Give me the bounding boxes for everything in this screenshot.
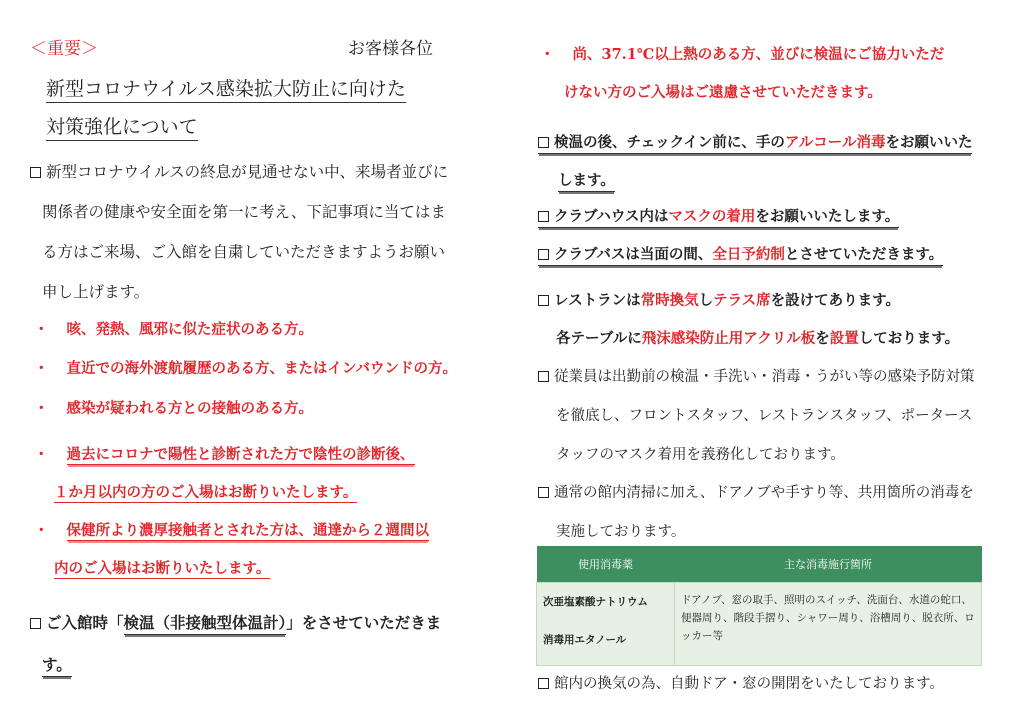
alcohol-item: 検温の後、チェックイン前に、手のアルコール消毒をお願いいた します。 (538, 124, 972, 200)
title-line-2: 対策強化について (46, 112, 198, 139)
checkbox-icon (538, 487, 549, 498)
list-item: ・ 感染が疑われる方との接触のある方。 (34, 400, 313, 417)
important-label: ＜重要＞ (30, 39, 98, 59)
addressee: お客様各位 (348, 39, 433, 59)
bullet-icon: ・ (34, 446, 49, 463)
intro-paragraph: 新型コロナウイルスの終息が見通せない中、来場者並びに 関係者の健康や安全面を第一に考え、下記事項に当てはま る方はご来場、ご入館を自粛していただきますようお願い 申し上げます。 (30, 152, 448, 312)
checkbox-icon (538, 211, 549, 222)
cleaning-item: 通常の館内清掃に加え、ドアノブや手すり等、共用箇所の消毒を 実施しております。 (538, 474, 974, 552)
checkbox-icon (538, 371, 549, 382)
disinfection-places: ドアノブ、窓の取手、照明のスイッチ、洗面台、水道の蛇口、便器周り、階段手摺り、シャワー周り、浴槽周り、脱衣所、ロッカー等 (675, 583, 982, 666)
restaurant-item: レストランは常時換気しテラス席を設けてあります。 各テーブルに飛沫感染防止用アクリル板を設置しております。 (538, 282, 959, 358)
table-header-row (537, 546, 982, 583)
checkbox-icon (30, 167, 41, 178)
disinfectant-agents: 次亜塩素酸ナトリウム 消毒用エタノール (537, 583, 675, 666)
checkbox-icon (30, 618, 41, 629)
temp-check-item: ご入館時「検温（非接触型体温計）」をさせていただきま す。 (30, 602, 441, 686)
fever-notice: ・ 尚、37.1℃以上熱のある方、並びに検温にご協力いただ けない方のご入場はご遠慮させていただきます。 (540, 46, 945, 101)
list-item: ・ 直近での海外渡航履歴のある方、またはインバウンドの方。 (34, 360, 457, 377)
table-header: 主な消毒施行箇所 (675, 546, 982, 583)
mask-item: クラブハウス内はマスクの着用をお願いいたします。 (538, 205, 899, 226)
disinfectant-table (536, 546, 982, 666)
table-header: 使用消毒薬 (537, 546, 675, 583)
checkbox-icon (538, 137, 549, 148)
bullet-icon: ・ (34, 360, 49, 377)
list-item: ・ 咳、発熱、風邪に似た症状のある方。 (34, 321, 313, 338)
list-item: ・ 過去にコロナで陽性と診断された方で陰性の診断後、 １か月以内の方のご入場はお断りいたします。 (34, 446, 415, 501)
title-line-1: 新型コロナウイルス感染拡大防止に向けた (46, 74, 406, 101)
bullet-icon: ・ (34, 400, 49, 417)
checkbox-icon (538, 295, 549, 306)
staff-item: 従業員は出勤前の検温・手洗い・消毒・うがい等の感染予防対策 を徹底し、フロントスタッフ、レストランスタッフ、ポータース タッフのマスク着用を義務化しております。 (538, 358, 975, 475)
table-row (537, 583, 982, 666)
ventilation-item: 館内の換気の為、自動ドア・窓の開閉をいたしております。 (538, 672, 944, 693)
bullet-icon: ・ (540, 46, 555, 63)
bullet-icon: ・ (34, 321, 49, 338)
checkbox-icon (538, 249, 549, 260)
checkbox-icon (538, 678, 549, 689)
bus-item: クラブバスは当面の間、全日予約制とさせていただきます。 (538, 243, 943, 264)
bullet-icon: ・ (34, 522, 49, 539)
list-item: ・ 保健所より濃厚接触者とされた方は、通達から２週間以 内のご入場はお断りいたします。 (34, 522, 429, 577)
